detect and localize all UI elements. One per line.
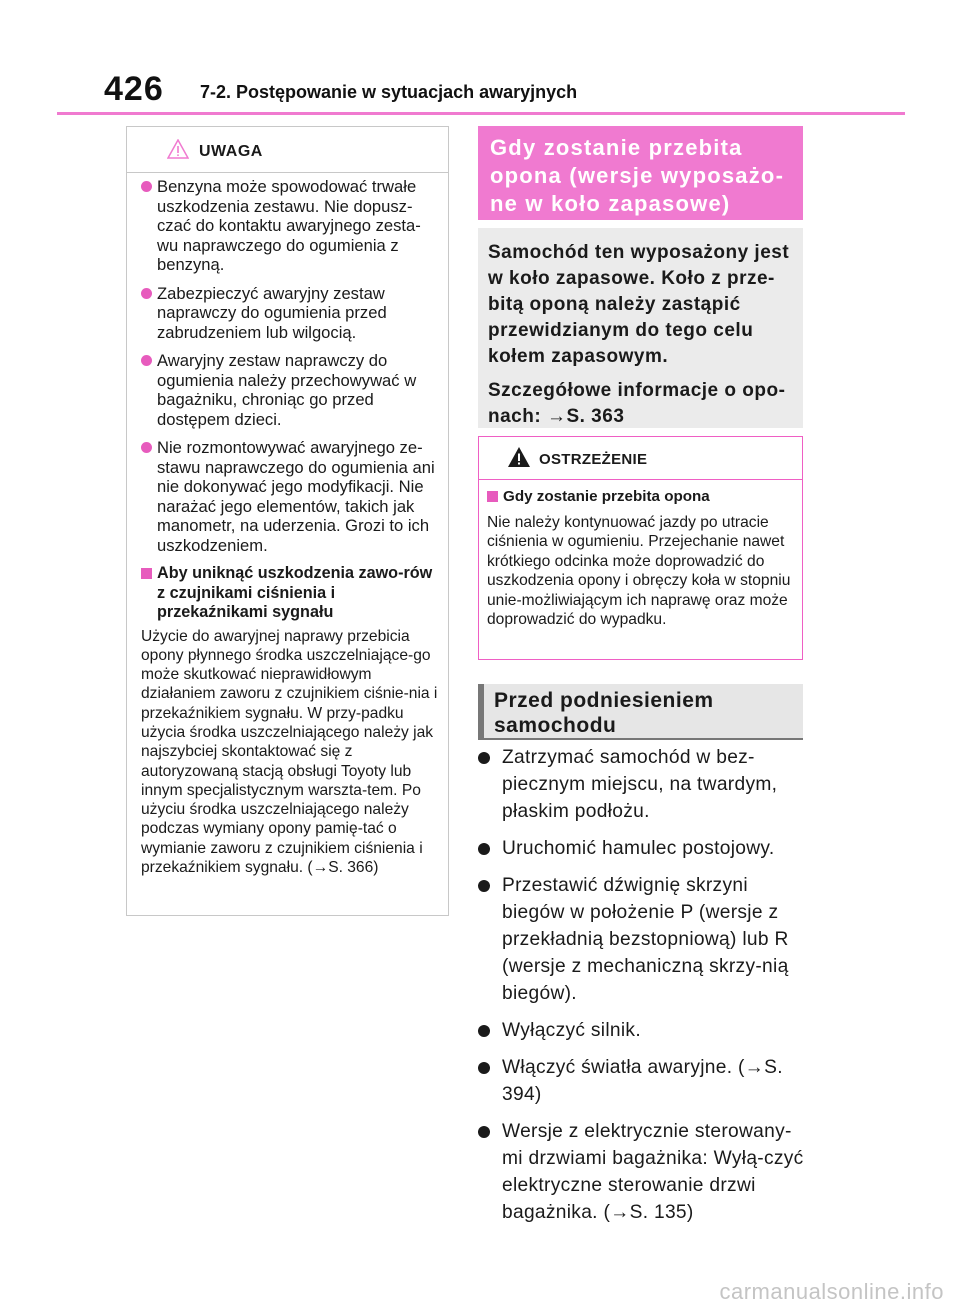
square-bullet-icon [487, 491, 498, 502]
page-header [0, 0, 960, 116]
intro-paragraph: Samochód ten wyposażony jest w koło zapasowe. Koło z prze-bitą oponą należy zastąpić przewidzianym do tego celu kołem zapasowym. [488, 242, 790, 367]
bullet-dot-icon [141, 181, 152, 192]
warning-title: OSTRZEŻENIE [539, 451, 648, 468]
intro-reference: Szczegółowe informacje o opo-nach: →S. 363 [488, 380, 786, 427]
warning-header [479, 437, 802, 480]
header-divider [57, 112, 905, 115]
caution-body [127, 177, 448, 877]
watermark: carmanualsonline.info [719, 1279, 944, 1304]
warning-body [479, 485, 802, 630]
list-item: Przestawić dźwignię skrzyni biegów w położenie P (wersje z przekładnią bezstopniową) lub R (wersje z mechaniczną skrzy-nią biegów). [478, 872, 808, 1007]
section-heading-text: Gdy zostanie przebita opona (wersje wyposażo-ne w koło zapasowe) [490, 135, 785, 216]
bullet-dot-icon [478, 752, 490, 764]
caution-bullet: Awaryjny zestaw naprawczy do ogumienia należy przechowywać w bagażniku, chroniąc go przed dostępem dzieci. [141, 351, 440, 429]
bullet-dot-icon [141, 355, 152, 366]
bullet-dot-icon [478, 1025, 490, 1037]
bullet-dot-icon [478, 1062, 490, 1074]
intro-box [478, 228, 803, 428]
section-heading-text: Przed podniesieniem samochodu [494, 689, 714, 737]
caution-subheading: Aby uniknąć uszkodzenia zawo-rów z czujnikami ciśnienia i przekaźnikami sygnału [141, 564, 440, 623]
bullet-dot-icon [478, 1126, 490, 1138]
warning-triangle-icon [507, 446, 531, 473]
warning-paragraph: Nie należy kontynuować jazdy po utracie ciśnienia w ogumieniu. Przejechanie nawet krótkiego odcinka może doprowadzić do uszkodzenia opony i obręczy koła w stopniu unie-możliwiającym ich naprawę oraz może doprowadzić do wypadku. [487, 513, 791, 628]
page-number: 426 [104, 70, 164, 108]
list-item: Włączyć światła awaryjne. (→S. 394) [478, 1054, 808, 1108]
section-heading-before-lifting [478, 684, 803, 740]
steps-list [478, 744, 808, 1236]
caution-title: UWAGA [199, 143, 263, 160]
bullet-dot-icon [478, 880, 490, 892]
warning-subheading: Gdy zostanie przebita opona [487, 487, 794, 507]
bullet-dot-icon [141, 442, 152, 453]
bullet-dot-icon [141, 288, 152, 299]
caution-triangle-icon [167, 139, 189, 164]
caution-header [127, 127, 448, 173]
list-item: Wersje z elektrycznie sterowany-mi drzwiami bagażnika: Wyłą-czyć elektryczne sterowanie drzwi bagażnika. (→S. 135) [478, 1118, 808, 1226]
section-heading-flat-tire [478, 126, 803, 220]
list-item: Uruchomić hamulec postojowy. [478, 835, 808, 862]
caution-bullet: Benzyna może spowodować trwałe uszkodzenia zestawu. Nie dopusz-czać do kontaktu awaryjnego zesta-wu naprawczego do ogumienia z benzyną. [141, 177, 440, 275]
list-item: Zatrzymać samochód w bez-piecznym miejscu, na twardym, płaskim podłożu. [478, 744, 808, 825]
caution-paragraph: Użycie do awaryjnej naprawy przebicia opony płynnego środka uszczelniające-go może skutkować nieprawidłowym działaniem zaworu z czujnikiem ciśnie-nia i przekaźnikiem sygnału. W przy-padku użycia środka uszczelniającego należy jak najszybciej skontaktować się z autoryzowaną stacją obsługi Toyoty lub innym specjalistycznym warszta-tem. Po użyciu środka uszczelniającego należy podczas wymiany opony pamię-tać o wymianie zaworu z czujnikiem ciśnienia i przekaźnikiem sygnału. (→S. 366) [141, 627, 438, 877]
bullet-dot-icon [478, 843, 490, 855]
chapter-title: 7-2. Postępowanie w sytuacjach awaryjnych [200, 82, 578, 102]
caution-bullet: Nie rozmontowywać awaryjnego ze-stawu naprawczego do ogumienia ani nie dokonywać jego modyfikacji. Nie narażać jego elementów, takich jak manometr, na uderzenia. Grozi to ich uszkodzeniem. [141, 438, 440, 555]
square-bullet-icon [141, 568, 152, 579]
caution-box [126, 126, 449, 916]
list-item: Wyłączyć silnik. [478, 1017, 808, 1044]
warning-box [478, 436, 803, 660]
caution-bullet: Zabezpieczyć awaryjny zestaw naprawczy do ogumienia przed zabrudzeniem lub wilgocią. [141, 284, 440, 343]
